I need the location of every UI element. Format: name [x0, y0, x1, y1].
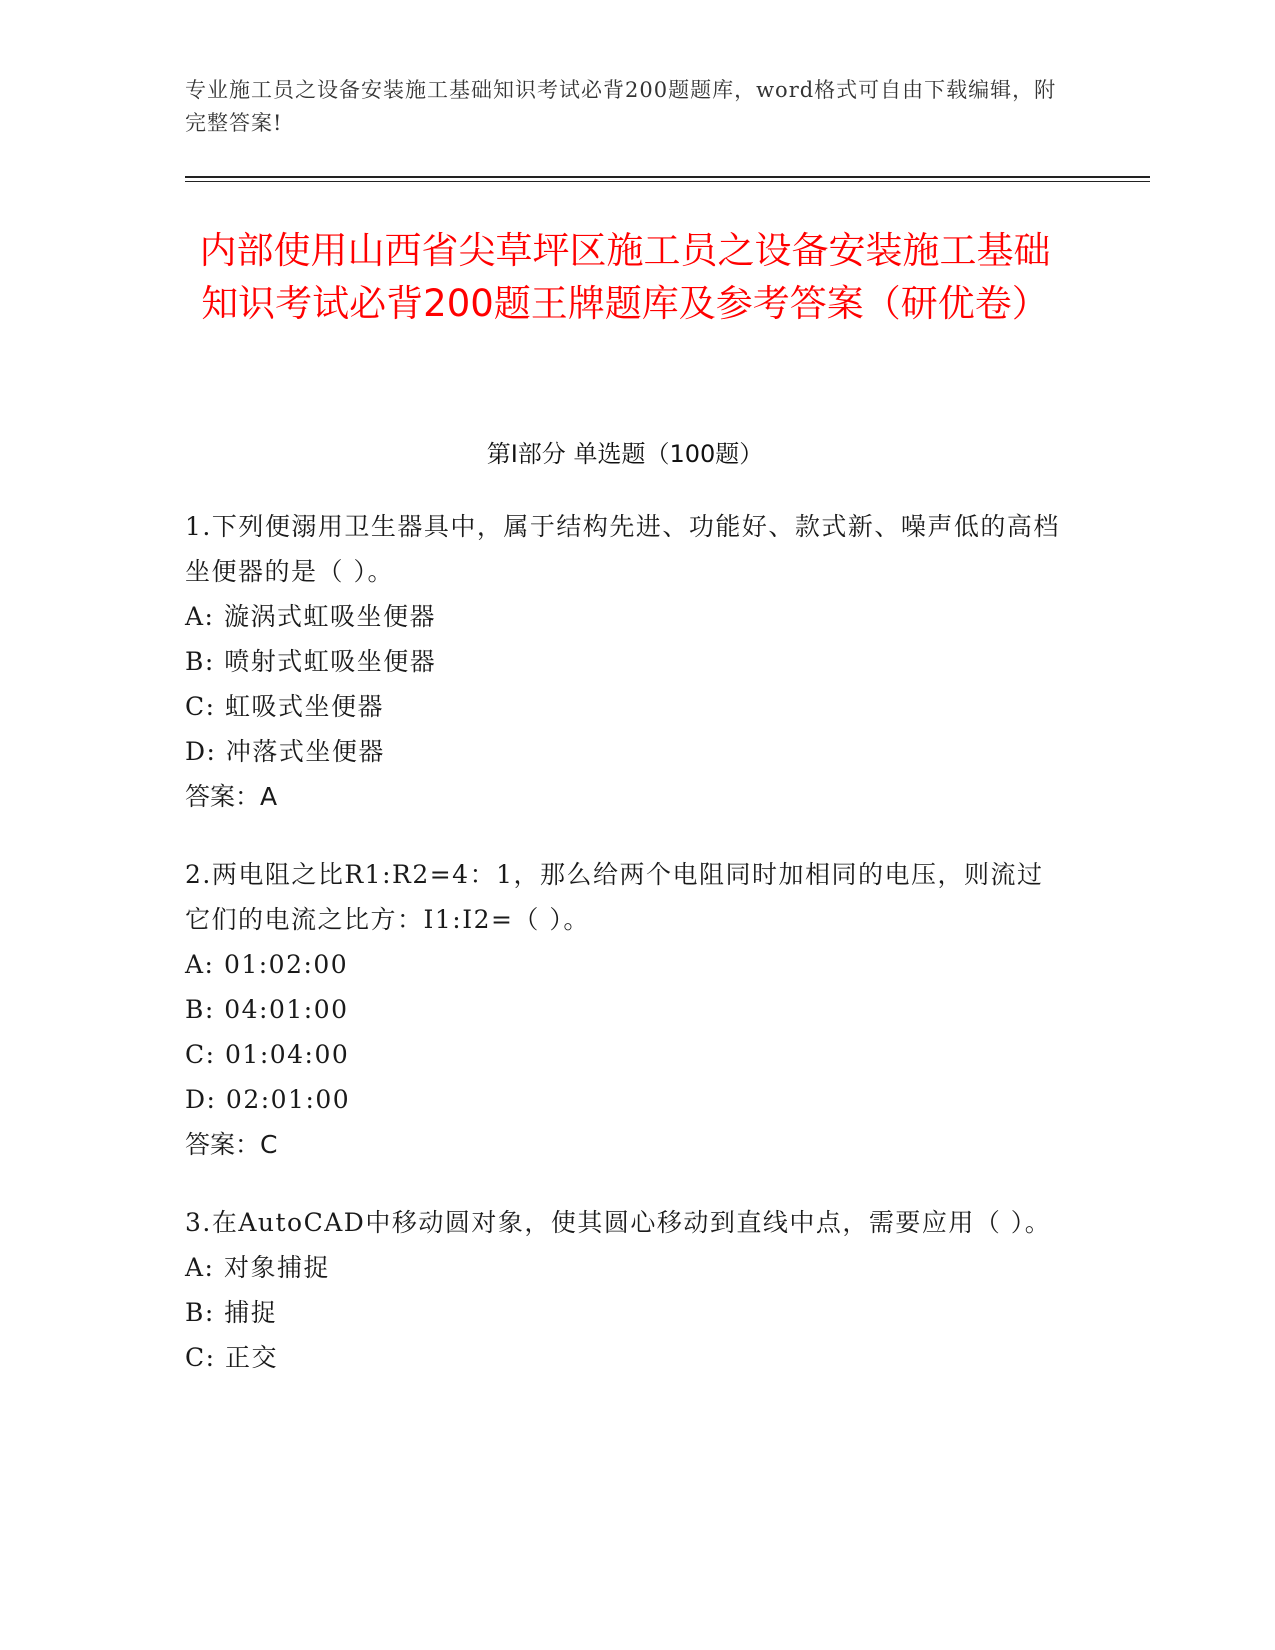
option-text: 02:01:00 — [225, 1085, 351, 1114]
option-a — [185, 594, 1065, 639]
option-letter: B: — [185, 995, 215, 1024]
option-letter: A: — [185, 602, 215, 631]
option-letter: A: — [185, 950, 215, 979]
answer: 答案：C — [185, 1130, 278, 1159]
option-text: 对象捕捉 — [223, 1253, 330, 1282]
option-text: 漩涡式虹吸坐便器 — [223, 602, 436, 631]
option-letter: A: — [185, 1253, 215, 1282]
option-text: 01:02:00 — [223, 950, 349, 979]
question-1 — [185, 504, 1065, 819]
option-letter: C: — [185, 692, 216, 721]
question-stem: 1.下列便溺用卫生器具中，属于结构先进、功能好、款式新、噪声低的高档坐便器的是（ ）。 — [185, 512, 1060, 586]
option-a — [185, 942, 1065, 987]
option-c — [185, 1032, 1065, 1077]
option-text: 01:04:00 — [225, 1040, 350, 1069]
question-3 — [185, 1200, 1065, 1380]
header-note: 专业施工员之设备安装施工基础知识考试必背200题题库，word格式可自由下载编辑，附完整答案! — [185, 78, 1057, 135]
header-divider-thin — [185, 181, 1150, 182]
option-text: 正交 — [225, 1343, 279, 1372]
option-b — [185, 639, 1065, 684]
option-text: 捕捉 — [224, 1298, 278, 1327]
option-b — [185, 1290, 1065, 1335]
option-d — [185, 729, 1065, 774]
option-letter: B: — [185, 647, 215, 676]
answer: 答案：A — [185, 782, 278, 811]
section-title: 第Ⅰ部分 单选题（100题） — [486, 440, 764, 468]
option-text: 冲落式坐便器 — [225, 737, 385, 766]
option-a — [185, 1245, 1065, 1290]
option-c — [185, 684, 1065, 729]
option-letter: B: — [185, 1298, 215, 1327]
question-2 — [185, 852, 1065, 1167]
option-letter: D: — [185, 1085, 217, 1114]
option-text: 喷射式虹吸坐便器 — [224, 647, 437, 676]
document-title: 内部使用山西省尖草坪区施工员之设备安装施工基础知识考试必背200题王牌题库及参考答案（研优卷） — [199, 229, 1051, 325]
option-text: 04:01:00 — [224, 995, 349, 1024]
option-c — [185, 1335, 1065, 1380]
option-b — [185, 987, 1065, 1032]
option-letter: C: — [185, 1343, 216, 1372]
option-text: 虹吸式坐便器 — [225, 692, 385, 721]
question-stem: 2.两电阻之比R1:R2=4：1，那么给两个电阻同时加相同的电压，则流过它们的电流之比方：I1:I2=（ ）。 — [185, 860, 1044, 934]
question-stem: 3.在AutoCAD中移动圆对象，使其圆心移动到直线中点，需要应用（ ）。 — [185, 1208, 1052, 1237]
option-letter: C: — [185, 1040, 216, 1069]
header-divider-thick — [185, 176, 1150, 178]
option-letter: D: — [185, 737, 217, 766]
option-d — [185, 1077, 1065, 1122]
